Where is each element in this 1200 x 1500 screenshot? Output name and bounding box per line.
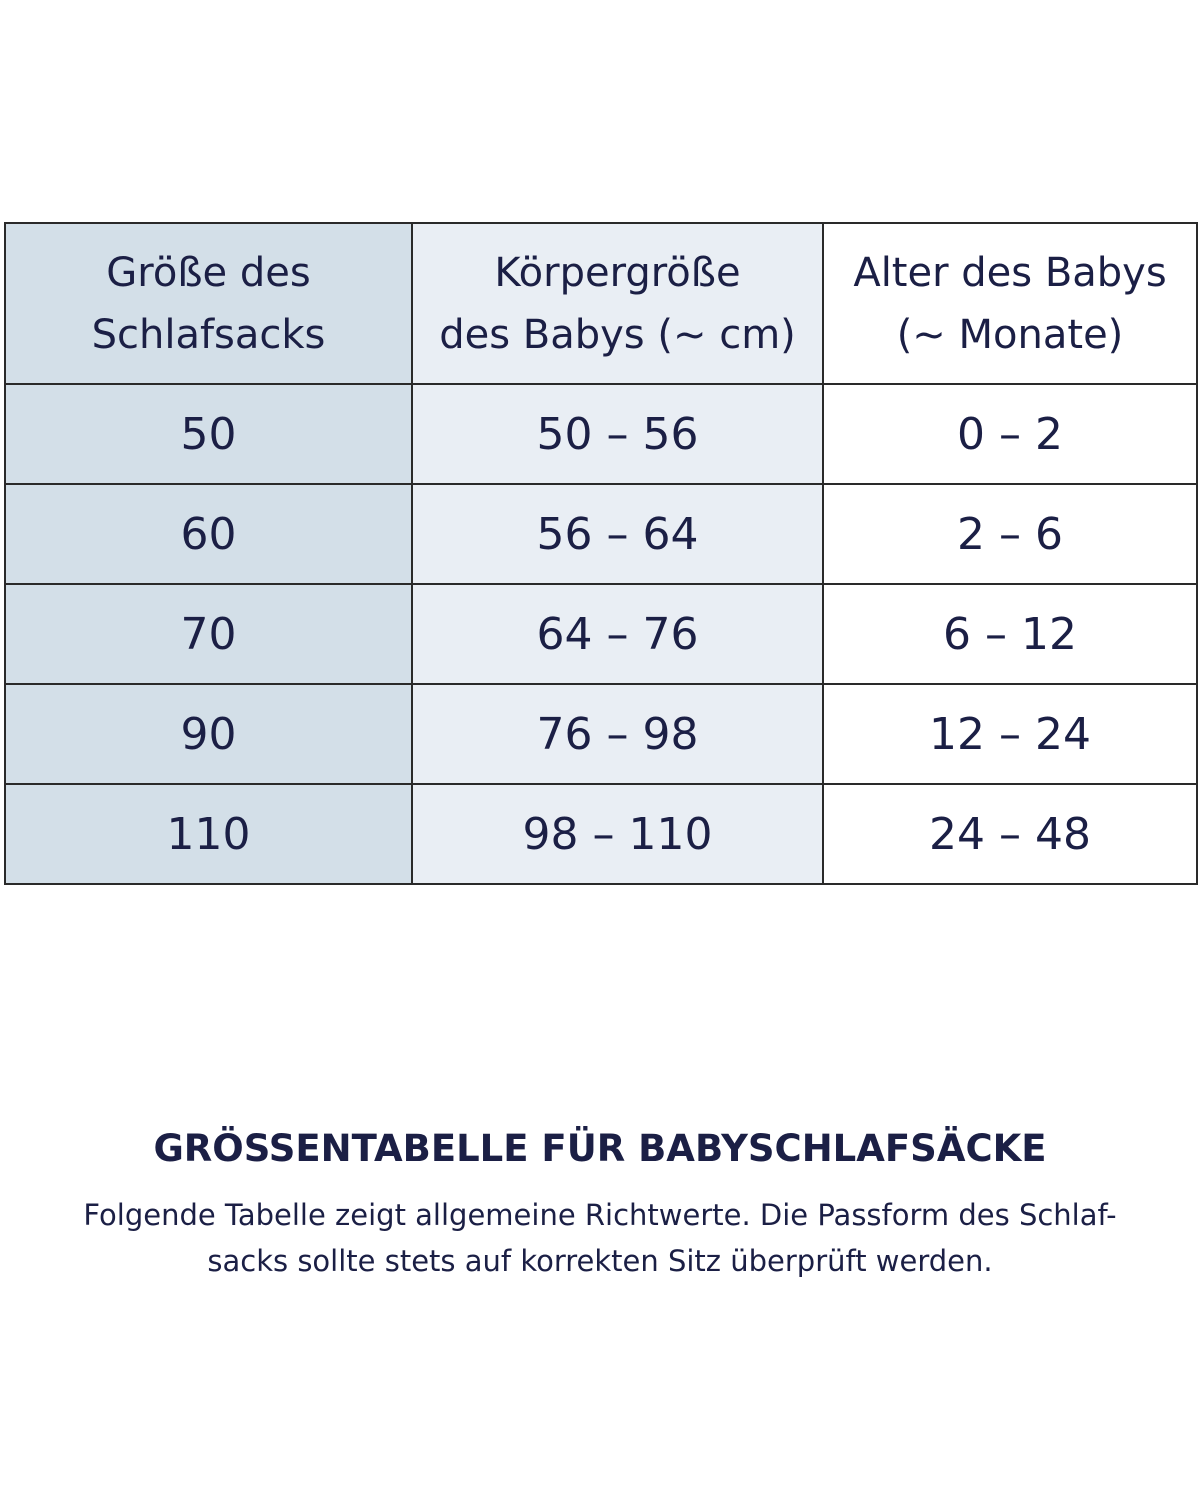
cell-age: 2 – 6 <box>823 484 1197 584</box>
table-row <box>5 484 1197 584</box>
cell-size: 90 <box>5 684 412 784</box>
cell-age: 24 – 48 <box>823 784 1197 884</box>
cell-height: 64 – 76 <box>412 584 823 684</box>
header-line: Größe des <box>106 249 311 296</box>
header-line: Schlafsacks <box>91 311 326 358</box>
header-body-height <box>412 223 823 384</box>
description-line: Folgende Tabelle zeigt allgemeine Richtwerte. Die Passform des Schlaf- <box>83 1198 1117 1232</box>
cell-size: 60 <box>5 484 412 584</box>
cell-height: 56 – 64 <box>412 484 823 584</box>
cell-size: 70 <box>5 584 412 684</box>
page-title: GRÖSSENTABELLE FÜR BABYSCHLAFSÄCKE <box>153 1127 1047 1170</box>
table-row <box>5 384 1197 484</box>
description <box>0 1192 1200 1284</box>
header-baby-age <box>823 223 1197 384</box>
description-line: sacks sollte stets auf korrekten Sitz überprüft werden. <box>207 1244 993 1278</box>
cell-height: 98 – 110 <box>412 784 823 884</box>
cell-age: 6 – 12 <box>823 584 1197 684</box>
cell-height: 50 – 56 <box>412 384 823 484</box>
cell-age: 12 – 24 <box>823 684 1197 784</box>
header-line: (~ Monate) <box>896 311 1124 358</box>
cell-height: 76 – 98 <box>412 684 823 784</box>
header-sleeping-bag-size <box>5 223 412 384</box>
header-line: Alter des Babys <box>853 249 1167 296</box>
table-header-row <box>5 223 1197 384</box>
header-line: des Babys (~ cm) <box>439 311 796 358</box>
cell-size: 110 <box>5 784 412 884</box>
size-table <box>4 222 1198 885</box>
table-row <box>5 584 1197 684</box>
cell-age: 0 – 2 <box>823 384 1197 484</box>
table-row <box>5 784 1197 884</box>
cell-size: 50 <box>5 384 412 484</box>
header-line: Körpergröße <box>494 249 741 296</box>
table-row <box>5 684 1197 784</box>
